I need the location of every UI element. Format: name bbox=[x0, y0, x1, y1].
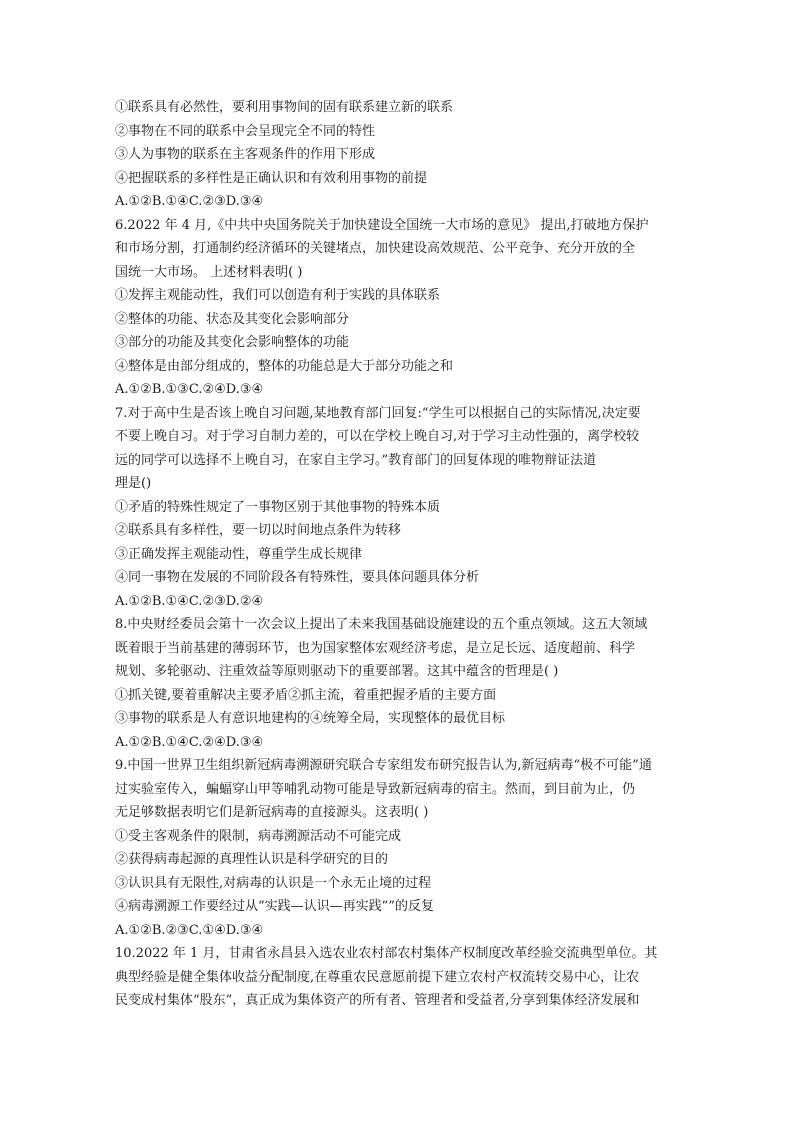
question-6-stem: 和市场分割，打通制约经济循环的关键堵点，加快建设高效规范、公平竞争、充分开放的全 bbox=[115, 241, 636, 256]
question-6-stem: 6.2022 年 4 月,《中共中央国务院关于加快建设全国统一大市场的意见》 提出,打破地方保护 bbox=[115, 217, 649, 233]
text-line: ①受主客观条件的限制，病毒溯源活动不可能完成 bbox=[115, 828, 402, 844]
text-line: ③认识具有无限性,对病毒的认识是一个永无止境的过程 bbox=[115, 875, 432, 891]
question-10-stem: 民变成村集体“股东”，真正成为集体资产的所有者、管理者和受益者,分享到集体经济发展和 bbox=[115, 993, 640, 1008]
answer-options: A.①②B.①④C.②③D.②④ bbox=[115, 593, 264, 609]
text-line: ①抓关键,要着重解决主要矛盾②抓主流，着重把握矛盾的主要方面 bbox=[115, 687, 497, 703]
question-9-stem: 无足够数据表明它们是新冠病毒的直接源头。这表明( ) bbox=[115, 805, 429, 820]
text-line: ③事物的联系是人有意识地建构的④统筹全局，实现整体的最优目标 bbox=[115, 711, 506, 726]
question-8-stem: 8.中央财经委员会第十一次会议上提出了未来我国基础设施建设的五个重点领域。这五大领域 bbox=[115, 617, 648, 632]
document-body bbox=[115, 96, 685, 1013]
text-line: ①矛盾的特殊性规定了一事物区别于其他事物的特殊本质 bbox=[115, 499, 441, 515]
text-line: ②获得病毒起源的真理性认识是科学研究的目的 bbox=[115, 852, 389, 867]
question-7-stem: 不要上晚自习。对于学习自制力差的，可以在学校上晚自习,对于学习主动性强的，离学校较 bbox=[115, 429, 640, 444]
text-line: ④整体是由部分组成的，整体的功能总是大于部分功能之和 bbox=[115, 358, 454, 374]
question-8-stem: 规划、多轮驱动、注重效益等原则驱动下的重要部署。这其中蕴含的哲理是( ) bbox=[115, 664, 559, 679]
answer-options: A.①②B.②③C.①④D.③④ bbox=[115, 922, 264, 938]
question-10-stem: 典型经验是健全集体收益分配制度,在尊重农民意愿前提下建立农村产权流转交易中心，让农 bbox=[115, 969, 640, 985]
text-line: ④同一事物在发展的不同阶段各有特殊性，要具体问题具体分析 bbox=[115, 570, 480, 585]
text-line: ②整体的功能、状态及其变化会影响部分 bbox=[115, 311, 350, 327]
text-line: ②事物在不同的联系中会呈现完全不同的特性 bbox=[115, 123, 376, 139]
question-9-stem: 9.中国一世界卫生组织新冠病毒溯源研究联合专家组发布研究报告认为,新冠病毒“极不可能”通 bbox=[115, 758, 652, 773]
question-8-stem: 既着眼于当前基建的薄弱环节，也为国家整体宏观经济考虑，是立足长远、适度超前、科学 bbox=[115, 640, 636, 656]
question-7-stem: 7.对于高中生是否该上晚自习问题,某地教育部门回复:“学生可以根据自己的实际情况,决定要 bbox=[115, 405, 641, 421]
question-9-stem: 过实验室传入，蝙蝠穿山甲等哺乳动物可能是导致新冠病毒的宿主。然而，到目前为止，仍 bbox=[115, 781, 636, 797]
question-6-stem: 国统一大市场。 上述材料表明( ) bbox=[115, 264, 303, 280]
answer-options: A.①②B.①④C.②③D.③④ bbox=[115, 194, 264, 209]
text-line: ②联系具有多样性，要一切以时间地点条件为转移 bbox=[115, 523, 402, 538]
text-line: ③部分的功能及其变化会影响整体的功能 bbox=[115, 335, 350, 350]
answer-options: A.①②B.①④C.②④D.③④ bbox=[115, 734, 264, 750]
text-line: ①联系具有必然性，要利用事物间的固有联系建立新的联系 bbox=[115, 100, 454, 115]
text-line: ④病毒溯源工作要经过从“实践—认识—再实践””的反复 bbox=[115, 899, 434, 914]
question-10-stem: 10.2022 年 1 月，甘肃省永昌县入选农业农村部农村集体产权制度改革经验交流典型单位。其 bbox=[115, 946, 658, 961]
text-line: ③人为事物的联系在主客观条件的作用下形成 bbox=[115, 147, 376, 162]
question-7-stem: 理是() bbox=[115, 476, 152, 491]
answer-options: A.①②B.①③C.②④D.③④ bbox=[115, 382, 264, 397]
text-line: ③正确发挥主观能动性，尊重学生成长规律 bbox=[115, 546, 363, 562]
question-7-stem: 远的同学可以选择不上晚自习，在家自主学习。”教育部门的回复体现的唯物辩证法道 bbox=[115, 452, 597, 468]
text-line: ①发挥主观能动性，我们可以创造有利于实践的具体联系 bbox=[115, 288, 441, 303]
text-line: ④把握联系的多样性是正确认识和有效利用事物的前提 bbox=[115, 170, 428, 186]
